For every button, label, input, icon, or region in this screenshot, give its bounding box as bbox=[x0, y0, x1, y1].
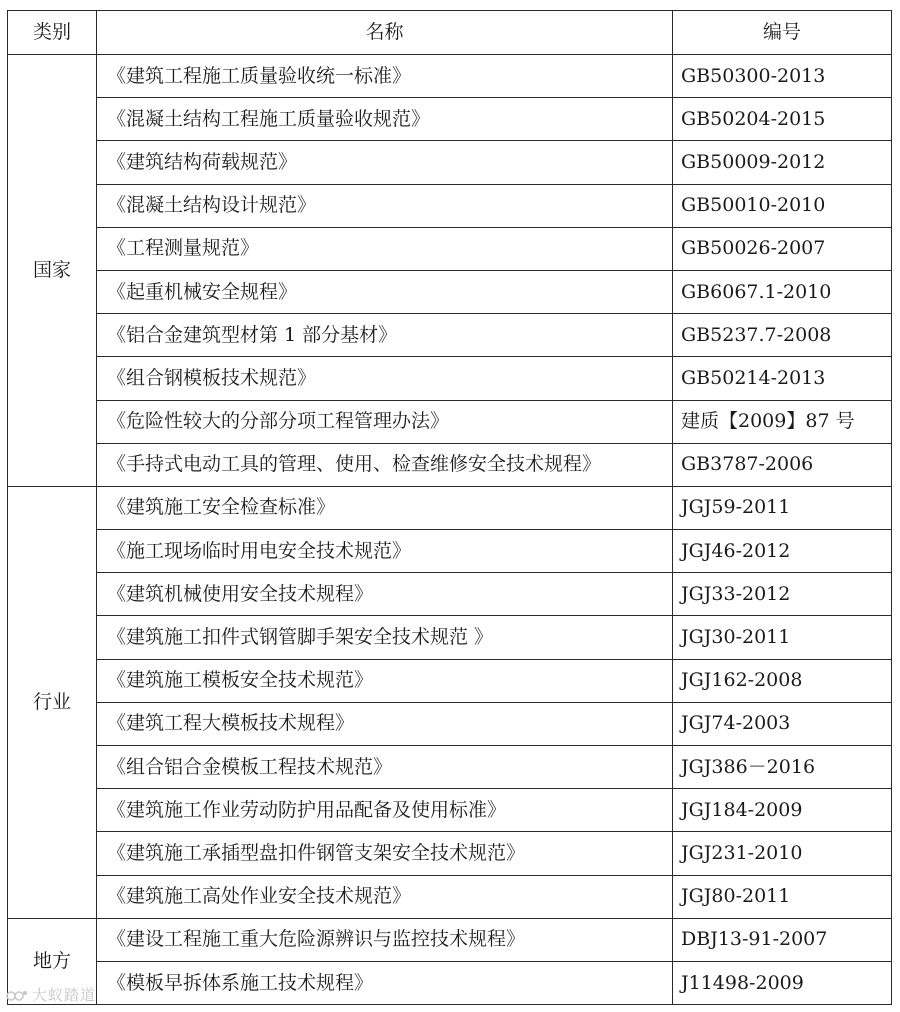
table-row bbox=[8, 918, 892, 961]
standard-name-cell: 《铝合金建筑型材第 1 部分基材》 bbox=[97, 314, 673, 357]
standard-code-cell: GB50204-2015 bbox=[673, 98, 892, 141]
standard-code-cell: DBJ13-91-2007 bbox=[673, 918, 892, 961]
standard-code-cell: GB6067.1-2010 bbox=[673, 270, 892, 313]
table-row bbox=[8, 875, 892, 918]
standard-name-cell: 《建筑工程施工质量验收统一标准》 bbox=[97, 55, 673, 98]
standard-code-cell: JGJ162-2008 bbox=[673, 659, 892, 702]
standard-code-cell: JGJ74-2003 bbox=[673, 702, 892, 745]
standard-code-cell: J11498-2009 bbox=[673, 961, 892, 1004]
standard-name-cell: 《建筑工程大模板技术规程》 bbox=[97, 702, 673, 745]
standard-name-cell: 《建筑施工高处作业安全技术规范》 bbox=[97, 875, 673, 918]
table-body bbox=[8, 55, 892, 1005]
standard-code-cell: JGJ80-2011 bbox=[673, 875, 892, 918]
standard-code-cell: JGJ30-2011 bbox=[673, 616, 892, 659]
table-row bbox=[8, 789, 892, 832]
watermark-text: 大蚁踏道 bbox=[32, 986, 97, 1004]
watermark bbox=[6, 984, 96, 1005]
standard-name-cell: 《建筑施工安全检查标准》 bbox=[97, 486, 673, 529]
standard-name-cell: 《建筑施工扣件式钢管脚手架安全技术规范 》 bbox=[97, 616, 673, 659]
table-row bbox=[8, 400, 892, 443]
table-row bbox=[8, 141, 892, 184]
standard-name-cell: 《组合钢模板技术规范》 bbox=[97, 357, 673, 400]
standard-name-cell: 《建筑施工作业劳动防护用品配备及使用标准》 bbox=[97, 789, 673, 832]
table-row bbox=[8, 530, 892, 573]
category-cell: 地方 bbox=[8, 918, 97, 1004]
standard-code-cell: GB50300-2013 bbox=[673, 55, 892, 98]
standard-code-cell: GB3787-2006 bbox=[673, 443, 892, 486]
standard-name-cell: 《组合铝合金模板工程技术规范》 bbox=[97, 746, 673, 789]
standard-name-cell: 《手持式电动工具的管理、使用、检查维修安全技术规程》 bbox=[97, 443, 673, 486]
header-category: 类别 bbox=[8, 11, 97, 55]
table-row bbox=[8, 55, 892, 98]
standard-code-cell: GB50214-2013 bbox=[673, 357, 892, 400]
standard-code-cell: GB50009-2012 bbox=[673, 141, 892, 184]
table-row bbox=[8, 357, 892, 400]
standard-code-cell: 建质【2009】87 号 bbox=[673, 400, 892, 443]
standard-name-cell: 《起重机械安全规程》 bbox=[97, 270, 673, 313]
table-row bbox=[8, 961, 892, 1004]
standard-code-cell: JGJ33-2012 bbox=[673, 573, 892, 616]
table-row bbox=[8, 443, 892, 486]
standard-name-cell: 《混凝土结构工程施工质量验收规范》 bbox=[97, 98, 673, 141]
standard-name-cell: 《施工现场临时用电安全技术规范》 bbox=[97, 530, 673, 573]
header-row bbox=[8, 11, 892, 55]
watermark-logo-icon bbox=[6, 988, 28, 1004]
standard-name-cell: 《模板早拆体系施工技术规程》 bbox=[97, 961, 673, 1004]
standard-code-cell: GB50026-2007 bbox=[673, 227, 892, 270]
standard-name-cell: 《混凝土结构设计规范》 bbox=[97, 184, 673, 227]
standard-code-cell: JGJ386－2016 bbox=[673, 746, 892, 789]
table-row bbox=[8, 314, 892, 357]
standard-code-cell: GB50010-2010 bbox=[673, 184, 892, 227]
table-row bbox=[8, 227, 892, 270]
header-name: 名称 bbox=[97, 11, 673, 55]
header-code: 编号 bbox=[673, 11, 892, 55]
standard-name-cell: 《建筑机械使用安全技术规程》 bbox=[97, 573, 673, 616]
standard-name-cell: 《工程测量规范》 bbox=[97, 227, 673, 270]
standard-code-cell: JGJ59-2011 bbox=[673, 486, 892, 529]
category-cell: 国家 bbox=[8, 55, 97, 487]
table-row bbox=[8, 98, 892, 141]
standard-code-cell: JGJ231-2010 bbox=[673, 832, 892, 875]
table-row bbox=[8, 184, 892, 227]
standard-code-cell: JGJ46-2012 bbox=[673, 530, 892, 573]
table-row bbox=[8, 616, 892, 659]
table-row bbox=[8, 659, 892, 702]
standard-code-cell: GB5237.7-2008 bbox=[673, 314, 892, 357]
table-row bbox=[8, 486, 892, 529]
standards-table bbox=[7, 10, 892, 1005]
standard-name-cell: 《建筑施工模板安全技术规范》 bbox=[97, 659, 673, 702]
table-row bbox=[8, 832, 892, 875]
table-row bbox=[8, 746, 892, 789]
standard-name-cell: 《建筑施工承插型盘扣件钢管支架安全技术规范》 bbox=[97, 832, 673, 875]
table-row bbox=[8, 573, 892, 616]
standard-name-cell: 《建筑结构荷载规范》 bbox=[97, 141, 673, 184]
standard-name-cell: 《建设工程施工重大危险源辨识与监控技术规程》 bbox=[97, 918, 673, 961]
standard-name-cell: 《危险性较大的分部分项工程管理办法》 bbox=[97, 400, 673, 443]
standard-code-cell: JGJ184-2009 bbox=[673, 789, 892, 832]
table-row bbox=[8, 702, 892, 745]
table-row bbox=[8, 270, 892, 313]
category-cell: 行业 bbox=[8, 486, 97, 918]
